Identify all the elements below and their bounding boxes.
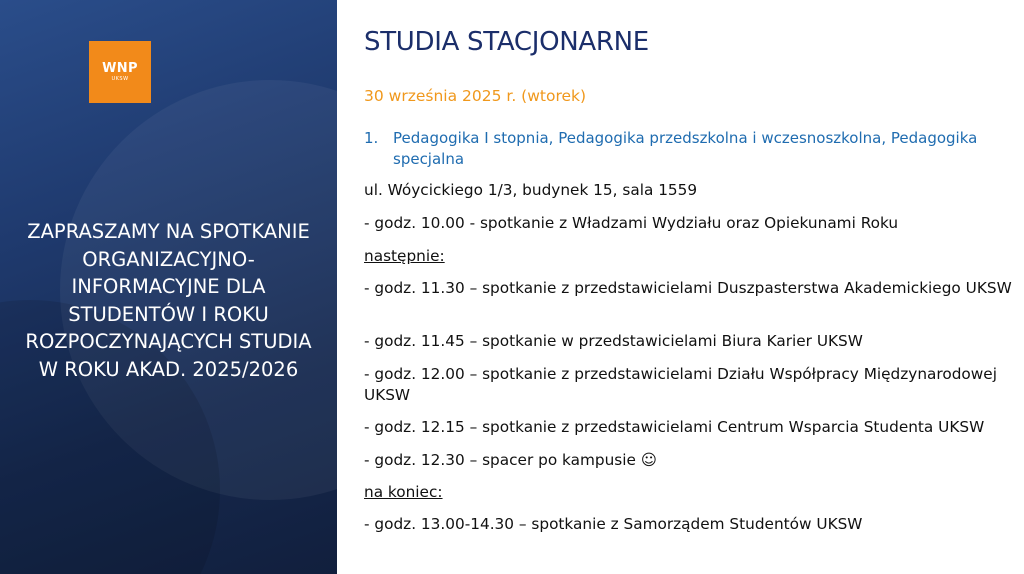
logo-main-text: WNP (102, 61, 138, 76)
invitation-line: INFORMACYJNE DLA (71, 275, 266, 298)
schedule-item: - godz. 11.45 – spotkanie w przedstawicielami Biura Karier UKSW (364, 332, 863, 350)
invitation-line: ZAPRASZAMY NA SPOTKANIE (27, 220, 310, 243)
wnp-logo (89, 41, 151, 103)
schedule-item: - godz. 13.00-14.30 – spotkanie z Samorządem Studentów UKSW (364, 515, 863, 533)
schedule-item: - godz. 12.00 – spotkanie z przedstawicielami Działu Współpracy Międzynarodowej UKSW (364, 365, 997, 404)
schedule-item: - godz. 11.30 – spotkanie z przedstawicielami Duszpasterstwa Akademickiego UKSW (364, 279, 1012, 297)
page-title: STUDIA STACJONARNE (364, 27, 649, 57)
invitation-line: STUDENTÓW I ROKU (68, 302, 269, 326)
schedule-item: - godz. 12.30 – spacer po kampusie ☺ (364, 451, 657, 469)
invitation-line: ROZPOCZYNAJĄCYCH STUDIA (25, 330, 312, 353)
list-number: 1. (364, 129, 379, 147)
program-list-item (364, 128, 1016, 170)
logo-sub-text: UKSW (111, 76, 129, 82)
program-names: Pedagogika I stopnia, Pedagogika przedszkolna i wczesnoszkolna, Pedagogika specjalna (393, 129, 978, 168)
invitation-line: ORGANIZACYJNO- (82, 247, 255, 271)
invitation-line: W ROKU AKAD. 2025/2026 (38, 357, 299, 381)
left-panel (0, 0, 337, 574)
then-label: następnie: (364, 247, 445, 265)
event-date: 30 września 2025 r. (wtorek) (364, 87, 587, 105)
location-text: ul. Wóycickiego 1/3, budynek 15, sala 1559 (364, 181, 698, 199)
invitation-heading (10, 218, 327, 383)
finally-label: na koniec: (364, 483, 443, 501)
schedule-item: - godz. 12.15 – spotkanie z przedstawicielami Centrum Wsparcia Studenta UKSW (364, 418, 985, 436)
schedule-item: - godz. 10.00 - spotkanie z Władzami Wydziału oraz Opiekunami Roku (364, 214, 899, 232)
